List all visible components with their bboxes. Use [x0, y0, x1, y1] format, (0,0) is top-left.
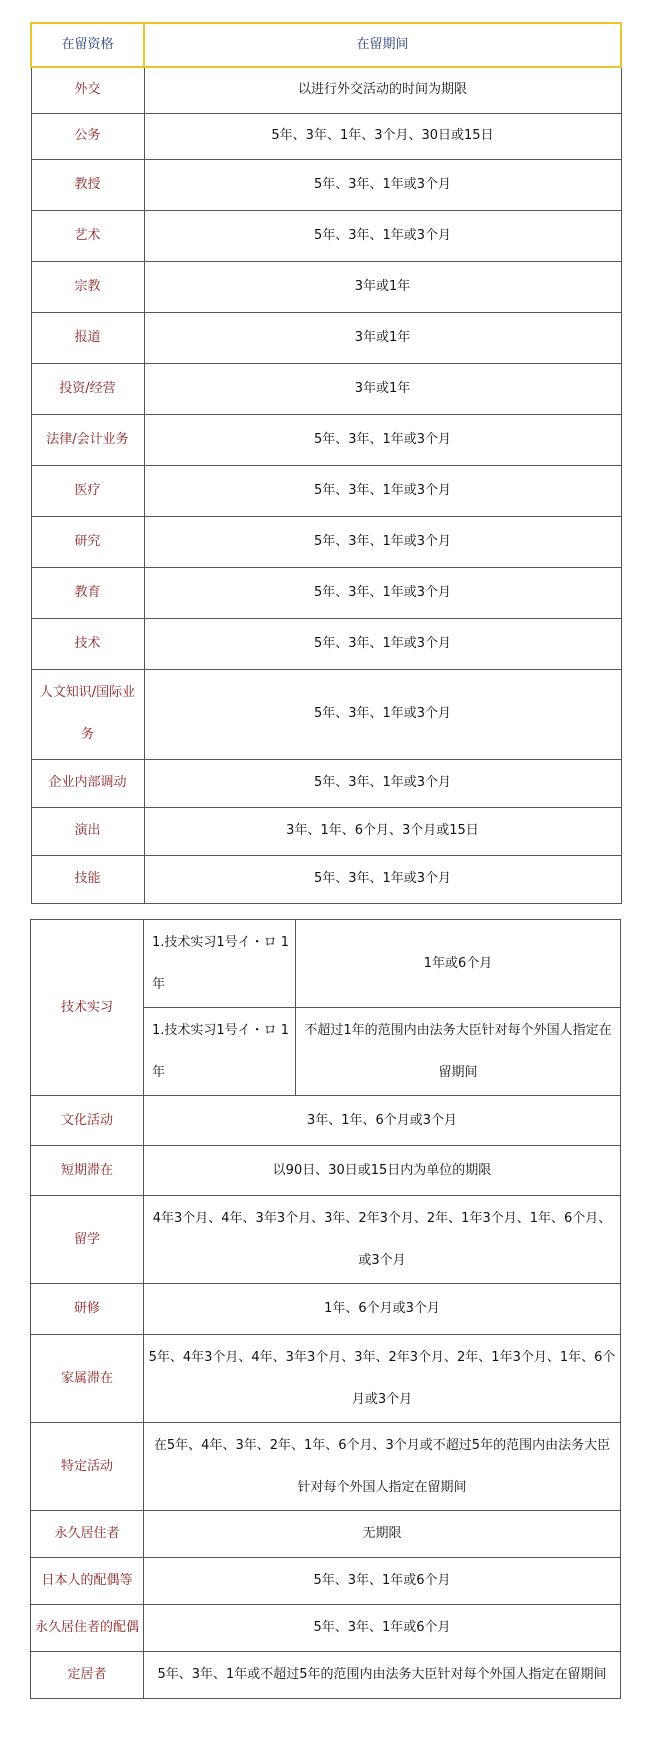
table-row — [31, 1284, 621, 1335]
period-cell: 3年、1年、6个月、3个月或15日 — [144, 807, 621, 855]
period-cell: 1年、6个月或3个月 — [144, 1284, 621, 1335]
table-row — [31, 1196, 621, 1284]
period-cell: 5年、3年、1年、3个月、30日或15日 — [144, 113, 621, 159]
period-cell: 以90日、30日或15日内为单位的期限 — [144, 1146, 621, 1196]
table-row — [31, 210, 621, 261]
period-cell: 5年、3年、1年或6个月 — [144, 1558, 621, 1605]
status-cell: 技术 — [31, 618, 144, 669]
status-cell: 文化活动 — [31, 1096, 144, 1146]
period-cell: 无期限 — [144, 1511, 621, 1558]
header-status: 在留资格 — [31, 23, 144, 67]
period-cell: 5年、3年、1年或3个月 — [144, 855, 621, 903]
table-row — [31, 807, 621, 855]
header-period: 在留期间 — [144, 23, 621, 67]
table-row — [31, 920, 621, 1008]
status-cell: 短期滞在 — [31, 1146, 144, 1196]
period-cell: 在5年、4年、3年、2年、1年、6个月、3个月或不超过5年的范围内由法务大臣针对每个外国人指定在留期间 — [144, 1423, 621, 1511]
table-row — [31, 759, 621, 807]
status-cell: 教育 — [31, 567, 144, 618]
status-cell: 特定活动 — [31, 1423, 144, 1511]
visa-period-table-2 — [30, 919, 621, 1699]
period-cell: 5年、3年、1年或3个月 — [144, 618, 621, 669]
period-cell: 5年、3年、1年或不超过5年的范围内由法务大臣针对每个外国人指定在留期间 — [144, 1652, 621, 1699]
table-row — [31, 1652, 621, 1699]
status-cell: 医疗 — [31, 465, 144, 516]
table-row — [31, 1558, 621, 1605]
period-cell: 5年、3年、1年或3个月 — [144, 414, 621, 465]
table-row — [31, 465, 621, 516]
table-row — [31, 1096, 621, 1146]
table-row — [31, 1335, 621, 1423]
period-cell: 3年、1年、6个月或3个月 — [144, 1096, 621, 1146]
visa-period-table-1 — [30, 22, 622, 904]
period-cell: 以进行外交活动的时间为期限 — [144, 67, 621, 113]
status-cell: 法律/会计业务 — [31, 414, 144, 465]
status-cell: 技术实习 — [31, 920, 144, 1096]
table-row — [31, 618, 621, 669]
period-cell: 3年或1年 — [144, 312, 621, 363]
status-cell: 定居者 — [31, 1652, 144, 1699]
status-cell: 公务 — [31, 113, 144, 159]
status-cell: 技能 — [31, 855, 144, 903]
status-cell: 家属滞在 — [31, 1335, 144, 1423]
status-cell: 投资/经营 — [31, 363, 144, 414]
status-cell: 企业内部调动 — [31, 759, 144, 807]
period-cell: 3年或1年 — [144, 261, 621, 312]
status-cell: 人文知识/国际业务 — [31, 669, 144, 759]
status-cell: 研修 — [31, 1284, 144, 1335]
period-cell: 5年、3年、1年或3个月 — [144, 465, 621, 516]
period-cell: 5年、3年、1年或3个月 — [144, 759, 621, 807]
status-cell: 教授 — [31, 159, 144, 210]
period-cell: 1年或6个月 — [296, 920, 621, 1008]
table-row — [31, 516, 621, 567]
table-row — [31, 669, 621, 759]
period-cell: 5年、4年3个月、4年、3年3个月、3年、2年3个月、2年、1年3个月、1年、6个月或3个月 — [144, 1335, 621, 1423]
status-cell: 永久居住者的配偶 — [31, 1605, 144, 1652]
table-row — [31, 1146, 621, 1196]
status-cell: 永久居住者 — [31, 1511, 144, 1558]
table-row — [31, 1423, 621, 1511]
sub-status-cell: 1.技术实习1号イ・ロ 1年 — [144, 1008, 296, 1096]
table-row — [31, 363, 621, 414]
sub-status-cell: 1.技术实习1号イ・ロ 1年 — [144, 920, 296, 1008]
period-cell: 不超过1年的范围内由法务大臣针对每个外国人指定在留期间 — [296, 1008, 621, 1096]
status-cell: 研究 — [31, 516, 144, 567]
period-cell: 5年、3年、1年或3个月 — [144, 567, 621, 618]
period-cell: 4年3个月、4年、3年3个月、3年、2年3个月、2年、1年3个月、1年、6个月、或3个月 — [144, 1196, 621, 1284]
table-row — [31, 1605, 621, 1652]
period-cell: 5年、3年、1年或3个月 — [144, 669, 621, 759]
status-cell: 报道 — [31, 312, 144, 363]
table-row — [31, 855, 621, 903]
status-cell: 日本人的配偶等 — [31, 1558, 144, 1605]
period-cell: 5年、3年、1年或3个月 — [144, 159, 621, 210]
status-cell: 外交 — [31, 67, 144, 113]
table-row — [31, 1511, 621, 1558]
table-row — [31, 261, 621, 312]
table-row — [31, 113, 621, 159]
status-cell: 演出 — [31, 807, 144, 855]
status-cell: 宗教 — [31, 261, 144, 312]
table-row — [31, 414, 621, 465]
period-cell: 5年、3年、1年或6个月 — [144, 1605, 621, 1652]
period-cell: 5年、3年、1年或3个月 — [144, 210, 621, 261]
period-cell: 3年或1年 — [144, 363, 621, 414]
table-row — [31, 567, 621, 618]
status-cell: 留学 — [31, 1196, 144, 1284]
status-cell: 艺术 — [31, 210, 144, 261]
table-row — [31, 312, 621, 363]
table-row — [31, 159, 621, 210]
table-header-row — [31, 23, 621, 67]
table-row — [31, 67, 621, 113]
period-cell: 5年、3年、1年或3个月 — [144, 516, 621, 567]
